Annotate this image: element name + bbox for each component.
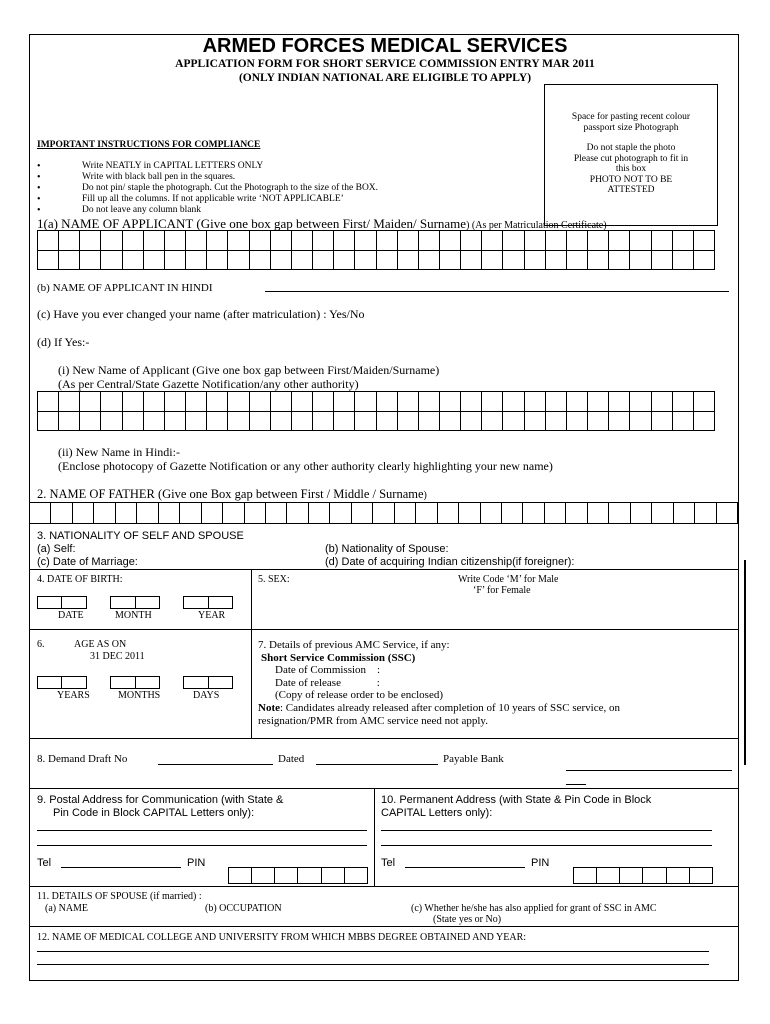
char-box[interactable] <box>101 250 122 270</box>
char-box[interactable] <box>482 392 503 412</box>
char-box[interactable] <box>275 868 298 884</box>
age-reference-date: 31 DEC 2011 <box>90 651 145 662</box>
char-box[interactable] <box>270 231 291 251</box>
char-box[interactable] <box>228 411 249 431</box>
char-box[interactable] <box>72 503 93 524</box>
char-box[interactable] <box>228 231 249 251</box>
release-order-note: (Copy of release order to be enclosed) <box>275 689 443 701</box>
char-box[interactable] <box>416 503 437 524</box>
char-box[interactable] <box>672 250 693 270</box>
char-box[interactable] <box>643 868 666 884</box>
right-edge-mark <box>744 560 746 765</box>
char-box[interactable] <box>86 677 110 689</box>
father-name-label: 2. NAME OF FATHER (Give one Box gap between First / Middle / Surname) <box>37 487 427 501</box>
char-box[interactable] <box>80 411 101 431</box>
char-box[interactable] <box>111 677 135 689</box>
if-yes-label: (d) If Yes:- <box>37 335 90 349</box>
char-box[interactable] <box>122 411 143 431</box>
char-box[interactable] <box>30 503 51 524</box>
char-box[interactable] <box>672 392 693 412</box>
char-box[interactable] <box>503 231 524 251</box>
instruction-item: • Write with black ball pen in the squares. <box>37 172 378 183</box>
citizenship-date[interactable]: (d) Date of acquiring Indian citizenship(if foreigner): <box>325 556 575 568</box>
char-box[interactable] <box>566 503 587 524</box>
char-box[interactable] <box>630 250 651 270</box>
char-box[interactable] <box>482 231 503 251</box>
new-name-boxes[interactable] <box>37 391 715 431</box>
nationality-heading: 3. NATIONALITY OF SELF AND SPOUSE <box>37 530 244 542</box>
char-box[interactable] <box>270 392 291 412</box>
char-box[interactable] <box>164 250 185 270</box>
char-box[interactable] <box>588 392 609 412</box>
eligibility-note: (ONLY INDIAN NATIONAL ARE ELIGIBLE TO APPLY) <box>238 72 532 84</box>
char-box[interactable] <box>459 503 480 524</box>
char-box[interactable] <box>545 250 566 270</box>
char-box[interactable] <box>566 250 587 270</box>
char-box[interactable] <box>38 231 59 251</box>
char-box[interactable] <box>207 231 228 251</box>
char-box[interactable] <box>373 503 394 524</box>
char-box[interactable] <box>461 231 482 251</box>
ssc-heading: Short Service Commission (SSC) <box>261 652 416 664</box>
char-box[interactable] <box>38 677 62 689</box>
char-box[interactable] <box>62 677 86 689</box>
sex-code-male: Write Code ‘M’ for Male <box>458 574 559 585</box>
char-box[interactable] <box>313 392 334 412</box>
char-box[interactable] <box>439 392 460 412</box>
spouse-heading: 11. DETAILS OF SPOUSE (if married) : <box>37 891 202 902</box>
char-box[interactable] <box>207 392 228 412</box>
char-box[interactable] <box>461 250 482 270</box>
dob-label: 4. DATE OF BIRTH: <box>37 574 123 585</box>
instructions-heading: IMPORTANT INSTRUCTIONS FOR COMPLIANCE <box>37 140 261 150</box>
char-box[interactable] <box>418 411 439 431</box>
medical-college-line[interactable] <box>37 951 709 952</box>
char-box[interactable] <box>249 411 270 431</box>
char-box[interactable] <box>186 250 207 270</box>
char-box[interactable] <box>313 231 334 251</box>
photo-text-4: Please cut photograph to fit in <box>573 153 689 164</box>
char-box[interactable] <box>630 411 651 431</box>
char-box[interactable] <box>630 392 651 412</box>
father-name-boxes[interactable] <box>29 502 738 524</box>
char-box[interactable] <box>394 503 415 524</box>
char-box[interactable] <box>355 392 376 412</box>
char-box[interactable] <box>298 868 321 884</box>
postal-pin-label: PIN <box>187 857 206 869</box>
medical-college-label: 12. NAME OF MEDICAL COLLEGE AND UNIVERSITY FROM WHICH MBBS DEGREE OBTAINED AND YEAR: <box>37 932 527 943</box>
hindi-name-line[interactable] <box>265 291 729 292</box>
char-box[interactable] <box>229 868 252 884</box>
char-box[interactable] <box>689 868 712 884</box>
char-box[interactable] <box>609 503 630 524</box>
char-box[interactable] <box>122 250 143 270</box>
char-box[interactable] <box>461 411 482 431</box>
char-box[interactable] <box>439 231 460 251</box>
char-box[interactable] <box>609 231 630 251</box>
char-box[interactable] <box>695 503 716 524</box>
amc-note: Note: Candidates already released after completion of 10 years of SSC service, on <box>258 702 620 714</box>
char-box[interactable] <box>38 392 59 412</box>
char-box[interactable] <box>672 411 693 431</box>
char-box[interactable] <box>501 503 522 524</box>
char-box[interactable] <box>355 250 376 270</box>
char-box[interactable] <box>270 411 291 431</box>
char-box[interactable] <box>122 392 143 412</box>
nationality-spouse[interactable]: (b) Nationality of Spouse: <box>325 543 449 555</box>
char-box[interactable] <box>418 250 439 270</box>
char-box[interactable] <box>228 250 249 270</box>
char-box[interactable] <box>693 231 714 251</box>
char-box[interactable] <box>418 392 439 412</box>
hindi-name-label: (b) NAME OF APPLICANT IN HINDI <box>37 282 213 294</box>
char-box[interactable] <box>115 503 136 524</box>
char-box[interactable] <box>101 411 122 431</box>
char-box[interactable] <box>503 392 524 412</box>
char-box[interactable] <box>609 411 630 431</box>
postal-tel-label: Tel <box>37 857 52 869</box>
demand-draft-line[interactable] <box>158 764 273 765</box>
postal-address-label-cont: Pin Code in Block CAPITAL Letters only): <box>53 807 255 819</box>
char-box[interactable] <box>186 411 207 431</box>
char-box[interactable] <box>330 503 351 524</box>
char-box[interactable] <box>344 868 367 884</box>
divider <box>29 926 738 927</box>
char-box[interactable] <box>545 231 566 251</box>
form-title: ARMED FORCES MEDICAL SERVICES <box>202 35 568 57</box>
char-box[interactable] <box>59 250 80 270</box>
char-box[interactable] <box>86 597 110 609</box>
form-subtitle: APPLICATION FORM FOR SHORT SERVICE COMMISSION ENTRY MAR 2011 <box>175 58 595 70</box>
permanent-tel-line[interactable] <box>405 867 525 868</box>
spouse-ssc-hint: (State yes or No) <box>433 914 502 925</box>
char-box[interactable] <box>439 411 460 431</box>
char-box[interactable] <box>482 411 503 431</box>
char-box[interactable] <box>418 231 439 251</box>
char-box[interactable] <box>135 597 159 609</box>
char-box[interactable] <box>313 411 334 431</box>
char-box[interactable] <box>51 503 72 524</box>
char-box[interactable] <box>397 411 418 431</box>
postal-address-line[interactable] <box>37 830 367 831</box>
char-box[interactable] <box>545 411 566 431</box>
spouse-ssc-applied[interactable]: (c) Whether he/she has also applied for grant of SSC in AMC <box>411 903 657 914</box>
permanent-address-label: 10. Permanent Address (with State & Pin Code in Block <box>381 794 652 806</box>
divider <box>251 569 252 629</box>
char-box[interactable] <box>693 411 714 431</box>
char-box[interactable] <box>524 392 545 412</box>
instruction-item: • Do not leave any column blank <box>37 205 378 216</box>
char-box[interactable] <box>545 392 566 412</box>
char-box[interactable] <box>228 392 249 412</box>
char-box[interactable] <box>101 392 122 412</box>
char-box[interactable] <box>291 231 312 251</box>
age-years-caption: YEARS <box>57 690 90 701</box>
char-box[interactable] <box>143 411 164 431</box>
divider <box>29 886 738 887</box>
dob-date-caption: DATE <box>58 610 84 621</box>
new-name-label: (i) New Name of Applicant (Give one box gap between First/Maiden/Surname) <box>58 363 440 377</box>
char-box[interactable] <box>287 503 308 524</box>
amc-note-cont: resignation/PMR from AMC service need not apply. <box>258 715 488 727</box>
permanent-pin-boxes[interactable] <box>573 867 713 884</box>
char-box[interactable] <box>184 677 208 689</box>
char-box[interactable] <box>180 503 201 524</box>
char-box[interactable] <box>630 503 651 524</box>
age-months-caption: MONTHS <box>118 690 161 701</box>
char-box[interactable] <box>672 231 693 251</box>
photo-text-1: Space for pasting recent colour <box>571 112 691 122</box>
char-box[interactable] <box>158 503 179 524</box>
char-box[interactable] <box>321 868 344 884</box>
char-box[interactable] <box>620 868 643 884</box>
payable-bank-line-2[interactable] <box>566 784 586 785</box>
char-box[interactable] <box>651 231 672 251</box>
spouse-name[interactable]: (a) NAME <box>45 903 89 914</box>
char-box[interactable] <box>143 250 164 270</box>
char-box[interactable] <box>566 231 587 251</box>
char-box[interactable] <box>588 231 609 251</box>
char-box[interactable] <box>186 231 207 251</box>
char-box[interactable] <box>122 231 143 251</box>
instruction-item: • Write NEATLY in CAPITAL LETTERS ONLY <box>37 161 378 172</box>
date-of-release[interactable]: Date of release : <box>275 677 380 689</box>
photo-text-5: this box <box>615 164 647 174</box>
char-box[interactable] <box>693 250 714 270</box>
char-box[interactable] <box>355 231 376 251</box>
char-box[interactable] <box>38 597 62 609</box>
permanent-pin-label: PIN <box>531 857 550 869</box>
char-box[interactable] <box>184 597 208 609</box>
char-box[interactable] <box>376 411 397 431</box>
char-box[interactable] <box>62 597 86 609</box>
char-box[interactable] <box>544 503 565 524</box>
char-box[interactable] <box>651 250 672 270</box>
char-box[interactable] <box>651 392 672 412</box>
payable-bank-line[interactable] <box>566 770 732 771</box>
char-box[interactable] <box>291 392 312 412</box>
char-box[interactable] <box>111 597 135 609</box>
char-box[interactable] <box>208 677 232 689</box>
char-box[interactable] <box>334 392 355 412</box>
char-box[interactable] <box>351 503 372 524</box>
nationality-self[interactable]: (a) Self: <box>37 543 76 555</box>
char-box[interactable] <box>376 392 397 412</box>
char-box[interactable] <box>164 392 185 412</box>
name-change-question: (c) Have you ever changed your name (after matriculation) : Yes/No <box>37 307 365 321</box>
date-of-commission[interactable]: Date of Commission : <box>275 664 381 676</box>
char-box[interactable] <box>503 250 524 270</box>
char-box[interactable] <box>249 250 270 270</box>
applicant-name-boxes[interactable] <box>37 230 715 270</box>
divider <box>374 788 375 886</box>
date-of-marriage[interactable]: (c) Date of Marriage: <box>37 556 138 568</box>
char-box[interactable] <box>397 250 418 270</box>
permanent-tel-label: Tel <box>381 857 396 869</box>
char-box[interactable] <box>482 250 503 270</box>
sex-code-female: ‘F’ for Female <box>473 585 531 596</box>
char-box[interactable] <box>265 503 286 524</box>
postal-address-line[interactable] <box>37 845 367 846</box>
char-box[interactable] <box>574 868 597 884</box>
divider <box>29 738 738 739</box>
char-box[interactable] <box>523 503 544 524</box>
applicant-name-label: 1(a) NAME OF APPLICANT (Give one box gap between First/ Maiden/ Surname) (As per Matriculation Certificate) <box>37 216 607 231</box>
dob-year-caption: YEAR <box>198 610 226 621</box>
postal-tel-line[interactable] <box>61 867 181 868</box>
char-box[interactable] <box>524 231 545 251</box>
char-box[interactable] <box>59 231 80 251</box>
char-box[interactable] <box>376 250 397 270</box>
dob-month-caption: MONTH <box>115 610 152 621</box>
amc-service-label: 7. Details of previous AMC Service, if any: <box>258 639 450 651</box>
postal-pin-boxes[interactable] <box>228 867 368 884</box>
char-box[interactable] <box>101 231 122 251</box>
char-box[interactable] <box>693 392 714 412</box>
char-box[interactable] <box>80 392 101 412</box>
char-box[interactable] <box>437 503 458 524</box>
char-box[interactable] <box>566 411 587 431</box>
photo-text-2: passport size Photograph <box>583 122 679 133</box>
divider <box>251 629 252 738</box>
char-box[interactable] <box>291 411 312 431</box>
char-box[interactable] <box>135 677 159 689</box>
char-box[interactable] <box>524 411 545 431</box>
char-box[interactable] <box>207 250 228 270</box>
char-box[interactable] <box>143 392 164 412</box>
char-box[interactable] <box>480 503 501 524</box>
char-box[interactable] <box>461 392 482 412</box>
char-box[interactable] <box>38 250 59 270</box>
dated-label: Dated <box>278 753 305 765</box>
char-box[interactable] <box>59 392 80 412</box>
medical-college-line[interactable] <box>37 964 709 965</box>
char-box[interactable] <box>38 411 59 431</box>
instruction-item: • Do not pin/ staple the photograph. Cut the Photograph to the size of the BOX. <box>37 183 378 194</box>
char-box[interactable] <box>503 411 524 431</box>
char-box[interactable] <box>609 250 630 270</box>
char-box[interactable] <box>249 231 270 251</box>
photo-text-6: PHOTO NOT TO BE <box>589 174 673 185</box>
char-box[interactable] <box>94 503 115 524</box>
char-box[interactable] <box>376 231 397 251</box>
char-box[interactable] <box>164 411 185 431</box>
postal-address-label: 9. Postal Address for Communication (with State & <box>37 794 284 806</box>
char-box[interactable] <box>207 411 228 431</box>
char-box[interactable] <box>524 250 545 270</box>
permanent-address-line[interactable] <box>381 830 712 831</box>
char-box[interactable] <box>588 411 609 431</box>
demand-draft-label: 8. Demand Draft No <box>37 753 128 765</box>
char-box[interactable] <box>666 868 689 884</box>
char-box[interactable] <box>630 231 651 251</box>
char-box[interactable] <box>334 411 355 431</box>
dob-boxes[interactable] <box>37 596 233 609</box>
char-box[interactable] <box>164 231 185 251</box>
char-box[interactable] <box>80 250 101 270</box>
char-box[interactable] <box>291 250 312 270</box>
char-box[interactable] <box>609 392 630 412</box>
instructions-list <box>37 161 378 216</box>
char-box[interactable] <box>244 503 265 524</box>
instruction-item: • Fill up all the columns. If not applicable write ‘NOT APPLICABLE’ <box>37 194 378 205</box>
char-box[interactable] <box>334 250 355 270</box>
photo-text-3: Do not staple the photo <box>586 143 676 153</box>
spouse-occupation[interactable]: (b) OCCUPATION <box>205 903 282 914</box>
char-box[interactable] <box>270 250 291 270</box>
new-hindi-name-label: (ii) New Name in Hindi:- <box>58 445 180 459</box>
char-box[interactable] <box>355 411 376 431</box>
permanent-address-line[interactable] <box>381 845 712 846</box>
char-box[interactable] <box>159 597 183 609</box>
char-box[interactable] <box>588 250 609 270</box>
char-box[interactable] <box>223 503 244 524</box>
char-box[interactable] <box>397 392 418 412</box>
photo-text-7: ATTESTED <box>607 185 655 195</box>
char-box[interactable] <box>308 503 329 524</box>
char-box[interactable] <box>137 503 158 524</box>
char-box[interactable] <box>59 411 80 431</box>
char-box[interactable] <box>597 868 620 884</box>
char-box[interactable] <box>252 868 275 884</box>
char-box[interactable] <box>208 597 232 609</box>
char-box[interactable] <box>143 231 164 251</box>
char-box[interactable] <box>673 503 694 524</box>
char-box[interactable] <box>716 503 738 524</box>
age-number: 6. <box>37 639 45 650</box>
payable-bank-label: Payable Bank <box>443 753 504 765</box>
sex-label: 5. SEX: <box>258 574 290 585</box>
char-box[interactable] <box>201 503 222 524</box>
char-box[interactable] <box>334 231 355 251</box>
char-box[interactable] <box>397 231 418 251</box>
char-box[interactable] <box>249 392 270 412</box>
permanent-address-label-cont: CAPITAL Letters only): <box>381 807 493 819</box>
char-box[interactable] <box>651 411 672 431</box>
char-box[interactable] <box>587 503 608 524</box>
new-name-authority: (As per Central/State Gazette Notification/any other authority) <box>58 377 359 391</box>
char-box[interactable] <box>159 677 183 689</box>
age-boxes[interactable] <box>37 676 233 689</box>
char-box[interactable] <box>186 392 207 412</box>
divider <box>29 569 738 570</box>
char-box[interactable] <box>80 231 101 251</box>
photo-box[interactable] <box>544 84 718 226</box>
char-box[interactable] <box>313 250 334 270</box>
divider <box>29 629 738 630</box>
divider <box>29 788 738 789</box>
char-box[interactable] <box>652 503 673 524</box>
char-box[interactable] <box>439 250 460 270</box>
age-as-on: AGE AS ON <box>74 639 127 650</box>
char-box[interactable] <box>566 392 587 412</box>
dated-line[interactable] <box>316 764 438 765</box>
age-days-caption: DAYS <box>193 690 220 701</box>
gazette-note: (Enclose photocopy of Gazette Notification or any other authority clearly highlighting your new name) <box>58 459 553 473</box>
